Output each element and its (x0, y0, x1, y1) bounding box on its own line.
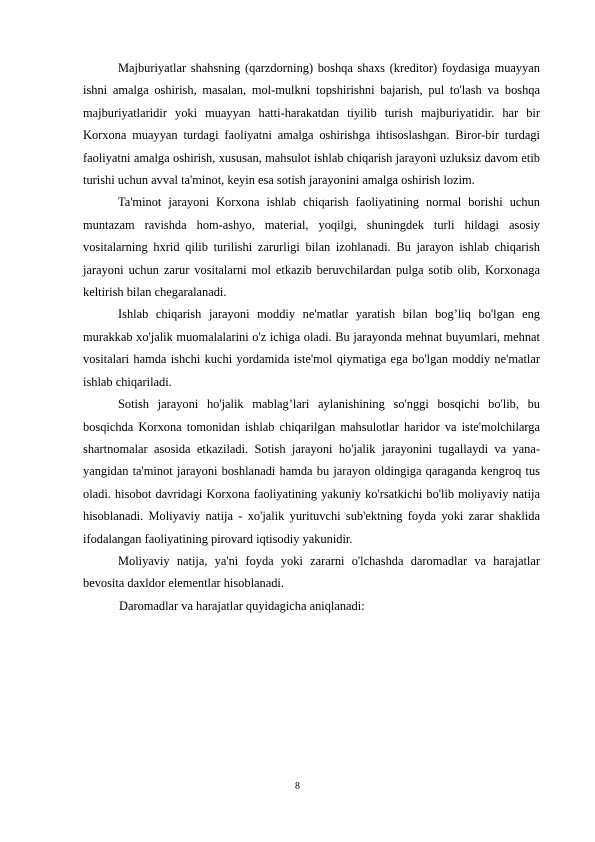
page-number: 8 (295, 781, 300, 792)
body-text (83, 57, 540, 617)
paragraph-supply-process: Ta'minot jarayoni Korxona ishlab chiqarish faoliyatining normal borishi uchun muntazam ravishda hom-ashyo, material, yoqilgi, shuningdek turli hildagi asosiy vositalarning hxrid qilib turilishi zarurligi bilan izohlanadi. Bu jarayon ishlab chiqarish jarayoni uchun zarur vositalarni mol etkazib beruvchilardan pulga sotib olib, Korxonaga keltirish bilan chegaralanadi. (83, 195, 540, 300)
paragraph-sales-process: Sotish jarayoni ho'jalik mablag’lari aylanishining so'nggi bosqichi bo'lib, bu bosqichda Korxona tomonidan ishlab chiqarilgan mahsulotlar haridor va iste'molchilarga shartnomalar asosida etkaziladi. Sotish jarayoni ho'jalik jarayonini tugallaydi va yana-yangidan ta'minot jarayoni boshlanadi hamda bu jarayon oldingiga qaraganda kengroq tus oladi. hisobot davridagi Korxona faoliyatining yakuniy ko'rsatkichi bo'lib moliyaviy natija hisoblanadi. Moliyaviy natija - xo'jalik yurituvchi sub'ektning foyda yoki zarar shaklida ifodalangan faoliyatining pirovard iqtisodiy yakunidir. (83, 397, 540, 546)
paragraph-obligations: Majburiyatlar shahsning (qarzdorning) boshqa shaxs (kreditor) foydasiga muayyan ishni amalga oshirish, masalan, mol-mulkni topshirishni bajarish, pul to'lash va boshqa majburiyatlaridir yoki muayyan hatti-harakatdan tiyilib turish majburiyatidir. har bir Korxona muayyan turdagi faoliyatni amalga oshirishga ihtisoslashgan. Biror-bir turdagi faoliyatni amalga oshirish, xususan, mahsulot ishlab chiqarish jarayoni uzluksiz davom etib turishi uchun avval ta'minot, keyin esa sotish jarayonini amalga oshirish lozim. (83, 61, 540, 188)
paragraph-financial-result: Moliyaviy natija, ya'ni foyda yoki zararni o'lchashda daromadlar va harajatlar bevosita daxldor elementlar hisoblanadi. (83, 553, 540, 591)
paragraph-production-process: Ishlab chiqarish jarayoni moddiy ne'matlar yaratish bilan bog’liq bo'lgan eng murakkab xo'jalik muomalalarini o'z ichiga oladi. Bu jarayonda mehnat buyumlari, mehnat vositalari hamda ishchi kuchi yordamida iste'mol qiymatiga ega bo'lgan moddiy ne'matlar ishlab chiqariladi. (83, 307, 540, 389)
paragraph-income-expenses: Daromadlar va harajatlar quyidagicha aniqlanadi: (119, 598, 365, 613)
